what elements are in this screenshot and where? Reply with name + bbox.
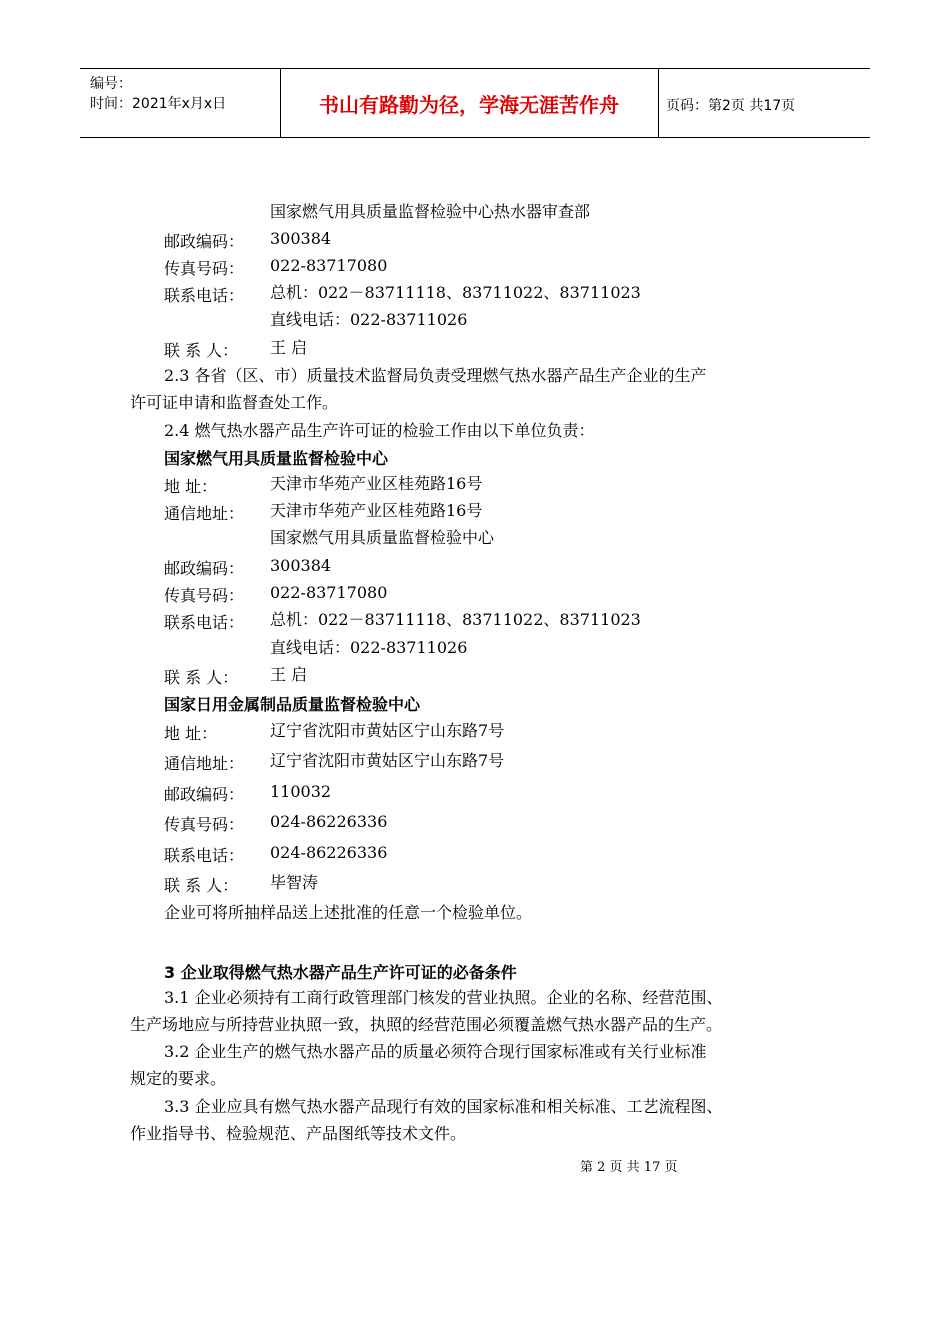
center-2-value: 024-86226336 xyxy=(270,843,388,862)
contact-value: 300384 xyxy=(270,229,332,248)
center-2-label: 地 址： xyxy=(164,724,218,743)
center-1-label: 传真号码： xyxy=(164,586,245,605)
contact-value: 直线电话：022-83711026 xyxy=(270,310,468,329)
center-1-label: 地 址： xyxy=(164,477,218,496)
review-dept-line: 国家燃气用具质量监督检验中心热水器审查部 xyxy=(270,202,591,221)
center-2-value: 024-86226336 xyxy=(270,812,388,831)
center-1-value: 022-83717080 xyxy=(270,583,388,602)
contact-value: 022-83717080 xyxy=(270,256,388,275)
page-footer: 第 2 页 共 17 页 xyxy=(580,1160,678,1175)
center-1-label: 邮政编码： xyxy=(164,559,245,578)
header-page-info: 页码：第2页 共17页 xyxy=(666,98,796,114)
para-2-3-line1: 2.3 各省（区、市）质量技术监督局负责受理燃气热水器产品生产企业的生产 xyxy=(164,366,707,385)
center-2-value: 毕智涛 xyxy=(270,873,319,892)
center-1-name: 国家燃气用具质量监督检验中心 xyxy=(164,449,389,468)
center-1-value: 直线电话：022-83711026 xyxy=(270,638,468,657)
para-2-3-line2: 许可证申请和监督查处工作。 xyxy=(130,393,339,412)
center-2-value: 110032 xyxy=(270,782,332,801)
header-motto: 书山有路勤为径，学海无涯苦作舟 xyxy=(319,92,619,117)
center-1-value: 总机：022－83711118、83711022、83711023 xyxy=(270,610,641,629)
center-2-value: 辽宁省沈阳市黄姑区宁山东路7号 xyxy=(270,751,505,770)
contact-label: 联 系 人： xyxy=(164,341,239,360)
contact-value: 王 启 xyxy=(270,338,308,357)
center-2-label: 联 系 人： xyxy=(164,876,239,895)
center-1-value: 300384 xyxy=(270,556,332,575)
para-3-3-line1: 3.3 企业应具有燃气热水器产品现行有效的国家标准和相关标准、工艺流程图、 xyxy=(164,1097,723,1116)
center-1-value: 国家燃气用具质量监督检验中心 xyxy=(270,528,495,547)
center-2-label: 邮政编码： xyxy=(164,785,245,804)
note-line: 企业可将所抽样品送上述批准的任意一个检验单位。 xyxy=(164,903,533,922)
center-2-value: 辽宁省沈阳市黄姑区宁山东路7号 xyxy=(270,721,505,740)
center-2-name: 国家日用金属制品质量监督检验中心 xyxy=(164,695,421,714)
center-2-label: 通信地址： xyxy=(164,754,245,773)
section-3-title: 3 企业取得燃气热水器产品生产许可证的必备条件 xyxy=(164,963,517,982)
contact-label: 邮政编码： xyxy=(164,232,245,251)
center-2-label: 传真号码： xyxy=(164,815,245,834)
para-3-1-line2: 生产场地应与所持营业执照一致，执照的经营范围必须覆盖燃气热水器产品的生产。 xyxy=(130,1015,723,1034)
center-1-value: 王 启 xyxy=(270,665,308,684)
contact-label: 传真号码： xyxy=(164,259,245,278)
center-1-value: 天津市华苑产业区桂苑路16号 xyxy=(270,501,483,520)
doc-number-label: 编号： xyxy=(90,76,132,92)
page-header xyxy=(80,68,870,138)
center-1-label: 联系电话： xyxy=(164,613,245,632)
para-3-2-line2: 规定的要求。 xyxy=(130,1069,227,1088)
para-3-2-line1: 3.2 企业生产的燃气热水器产品的质量必须符合现行国家标准或有关行业标准 xyxy=(164,1042,707,1061)
contact-label: 联系电话： xyxy=(164,286,245,305)
para-2-4: 2.4 燃气热水器产品生产许可证的检验工作由以下单位负责： xyxy=(164,421,595,440)
center-1-label: 通信地址： xyxy=(164,504,245,523)
para-3-3-line2: 作业指导书、检验规范、产品图纸等技术文件。 xyxy=(130,1124,467,1143)
doc-date-label: 时间：2021年x月x日 xyxy=(90,96,227,112)
center-2-label: 联系电话： xyxy=(164,846,245,865)
para-3-1-line1: 3.1 企业必须持有工商行政管理部门核发的营业执照。企业的名称、经营范围、 xyxy=(164,988,723,1007)
contact-value: 总机：022－83711118、83711022、83711023 xyxy=(270,283,641,302)
center-1-value: 天津市华苑产业区桂苑路16号 xyxy=(270,474,483,493)
header-divider-right xyxy=(658,69,659,137)
center-1-label: 联 系 人： xyxy=(164,668,239,687)
